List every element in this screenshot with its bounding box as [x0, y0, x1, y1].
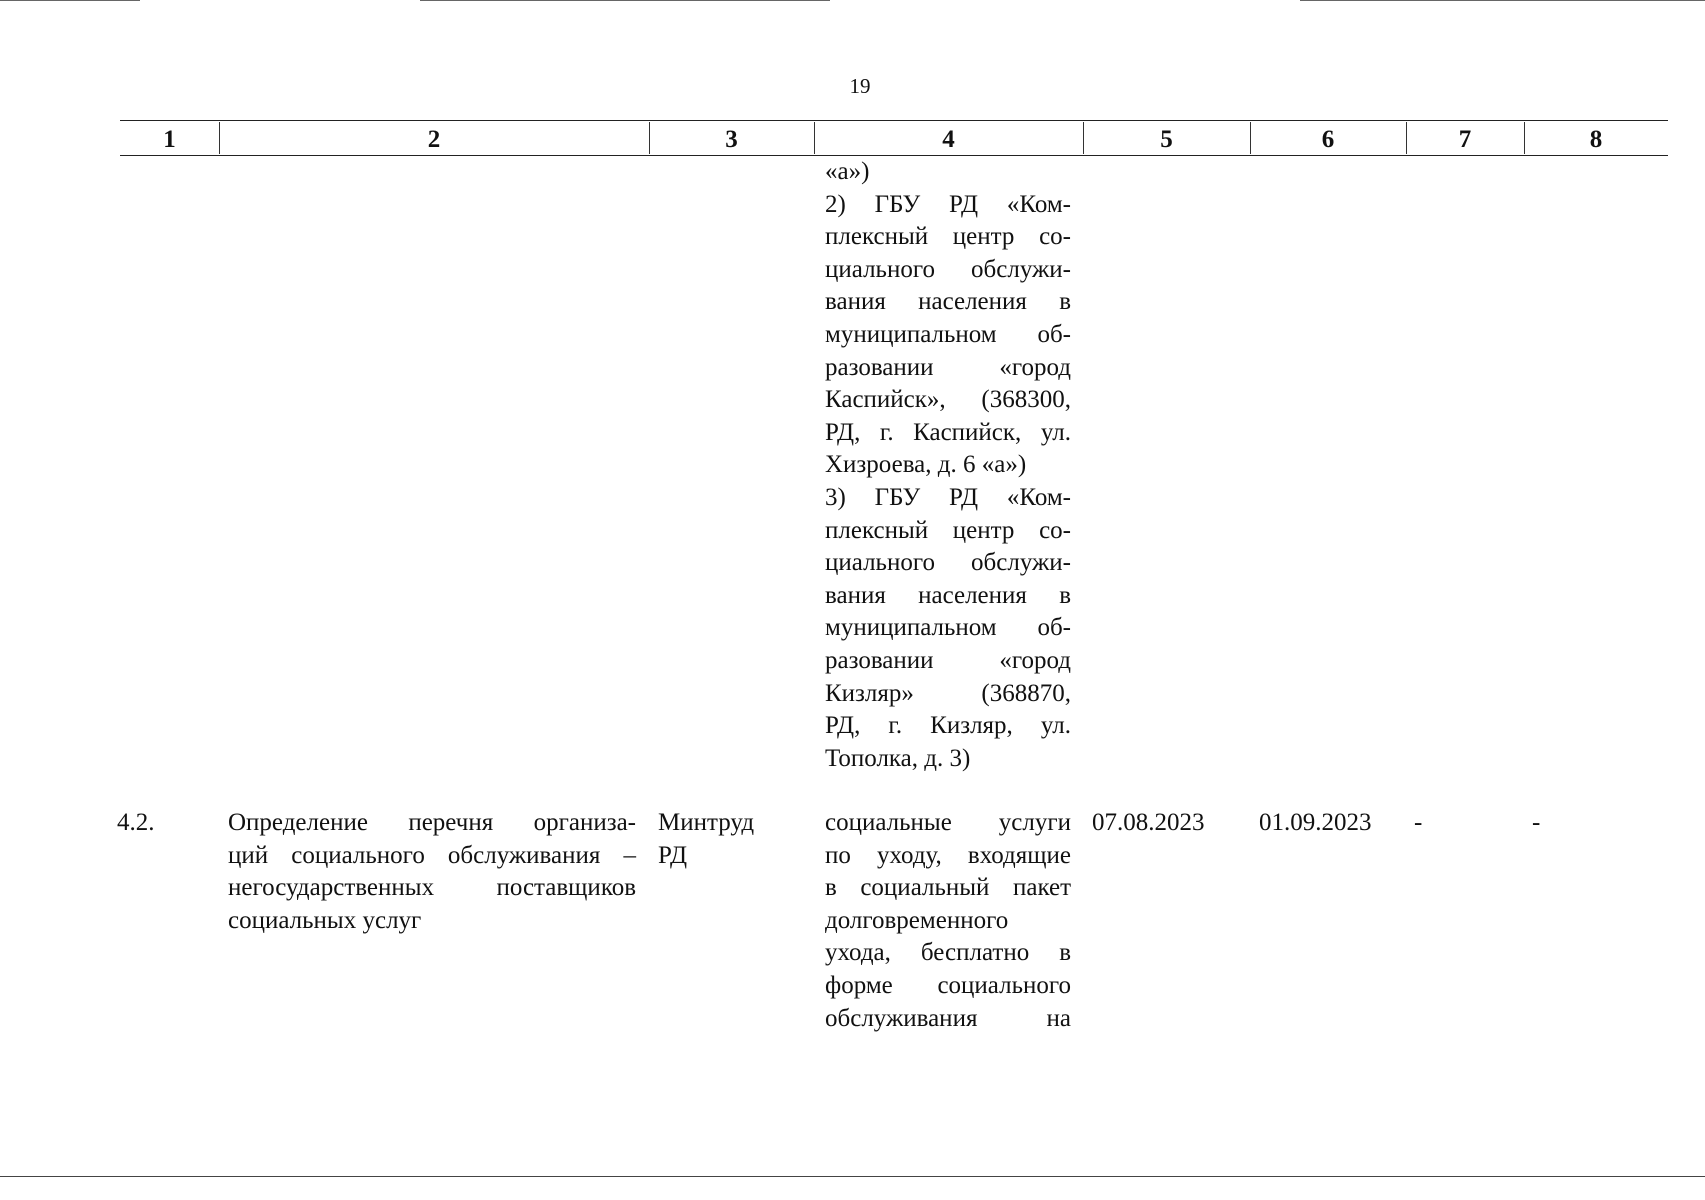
text-line: плексный центр со-: [825, 223, 1071, 251]
text-line: циального обслужи-: [825, 549, 1071, 577]
text-line: РД, г. Кизляр, ул.: [825, 712, 1071, 740]
text-line: Определение перечня организа-: [228, 809, 636, 836]
text-line: Каспийск», (368300,: [825, 386, 1071, 414]
text-line: РД: [658, 841, 688, 869]
col-8-value: -: [1532, 809, 1541, 836]
text-line: Кизляр» (368870,: [825, 679, 1071, 707]
col-7-value: -: [1414, 809, 1423, 836]
text-line: ций социального обслуживания –: [228, 841, 636, 869]
header-col-1: 1: [163, 126, 176, 153]
text-line: обслуживания на: [825, 1004, 1071, 1032]
scan-edge-line: [0, 0, 140, 1]
text-line: разовании «город: [825, 353, 1071, 381]
row-description: [228, 807, 636, 937]
text-line: социальных услуг: [228, 906, 422, 934]
scan-edge-line: [420, 0, 830, 1]
page-number: 19: [849, 74, 871, 98]
continuation-cell-col-4: [825, 156, 1071, 775]
row-number: 4.2.: [117, 809, 155, 836]
text-line: Хизроева, д. 6 «а»): [825, 451, 1027, 479]
text-line: муниципальном об-: [825, 320, 1071, 348]
header-col-6: 6: [1321, 126, 1335, 153]
start-date: 07.08.2023: [1092, 809, 1205, 836]
page-bottom-rule: [0, 1176, 1705, 1177]
scan-edge-line: [1300, 0, 1705, 1]
header-col-7: 7: [1458, 126, 1472, 153]
header-col-5: 5: [1160, 126, 1173, 153]
text-line: ухода, бесплатно в: [825, 939, 1071, 967]
header-col-2: 2: [427, 126, 441, 153]
text-line: РД, г. Каспийск, ул.: [825, 418, 1071, 446]
text-line: социальные услуги: [825, 809, 1071, 836]
text-line: вания населения в: [825, 288, 1071, 316]
text-line: Минтруд: [658, 809, 755, 836]
text-line: «а»): [825, 158, 870, 185]
text-line: циального обслужи-: [825, 255, 1071, 283]
header-col-3: 3: [725, 126, 738, 153]
text-line: разовании «город: [825, 646, 1071, 674]
text-line: по уходу, входящие: [825, 841, 1071, 869]
text-line: долговременного: [825, 906, 1009, 934]
end-date: 01.09.2023: [1259, 809, 1372, 836]
text-line: муниципальном об-: [825, 614, 1071, 642]
header-col-4: 4: [942, 126, 955, 153]
header-col-8: 8: [1589, 126, 1603, 153]
text-line: Тополка, д. 3): [825, 744, 971, 772]
text-line: вания населения в: [825, 581, 1071, 609]
text-line: в социальный пакет: [825, 874, 1071, 902]
header-top-rule: [120, 120, 1668, 121]
text-line: плексный центр со-: [825, 516, 1071, 544]
text-line: негосударственных поставщиков: [228, 874, 636, 902]
row-executor: [658, 807, 808, 872]
text-line: форме социального: [825, 971, 1071, 999]
text-line: 2) ГБУ РД «Ком-: [825, 190, 1071, 218]
row-result: [825, 807, 1071, 1035]
text-line: 3) ГБУ РД «Ком-: [825, 483, 1071, 511]
